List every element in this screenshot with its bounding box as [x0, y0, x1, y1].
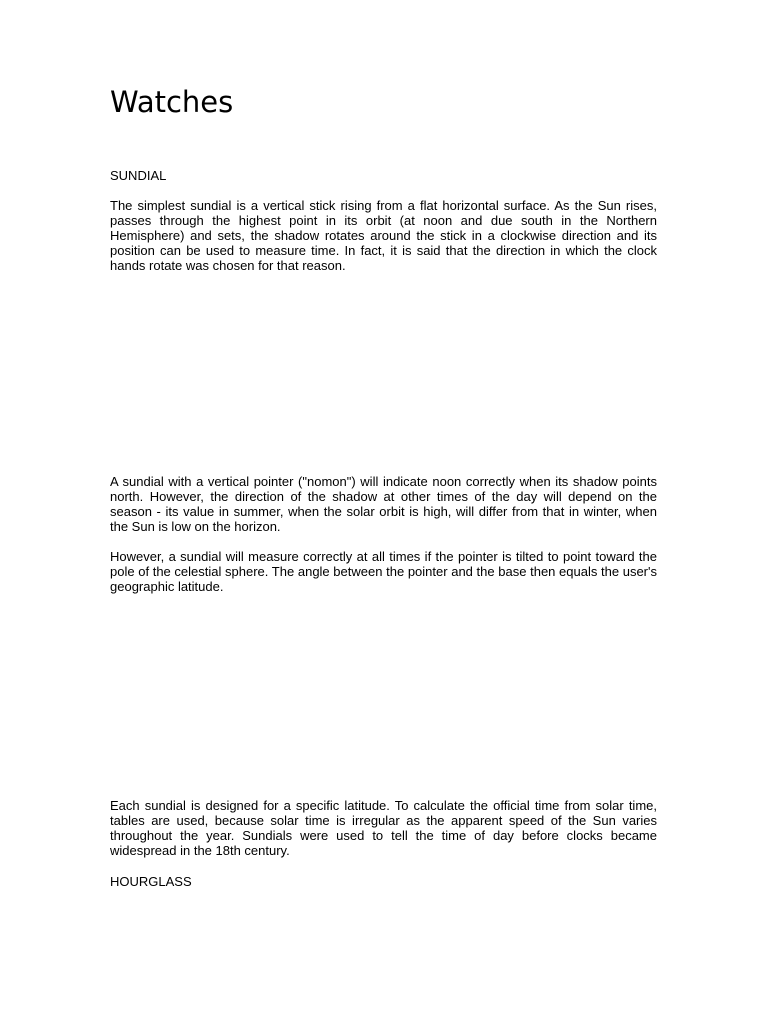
- document-title: Watches: [110, 85, 234, 119]
- section-heading-hourglass: HOURGLASS: [110, 874, 192, 889]
- section-heading-sundial: SUNDIAL: [110, 168, 167, 183]
- paragraph: Each sundial is designed for a specific latitude. To calculate the official time from solar time, tables are used, because solar time is irregular as the apparent speed of the Sun varies throughout the year. Sundials were used to tell the time of day before clocks became widespread in the 18th century.: [110, 798, 657, 858]
- paragraph: A sundial with a vertical pointer ("nomon") will indicate noon correctly when its shadow points north. However, the direction of the shadow at other times of the day will depend on the season - its value in summer, when the solar orbit is high, will differ from that in winter, when the Sun is low on the horizon.: [110, 474, 657, 534]
- paragraph: However, a sundial will measure correctly at all times if the pointer is tilted to point toward the pole of the celestial sphere. The angle between the pointer and the base then equals the user's geographic latitude.: [110, 549, 657, 594]
- paragraph: The simplest sundial is a vertical stick rising from a flat horizontal surface. As the Sun rises, passes through the highest point in its orbit (at noon and due south in the Northern Hemisphere) and sets, the shadow rotates around the stick in a clockwise direction and its position can be used to measure time. In fact, it is said that the direction in which the clock hands rotate was chosen for that reason.: [110, 198, 657, 273]
